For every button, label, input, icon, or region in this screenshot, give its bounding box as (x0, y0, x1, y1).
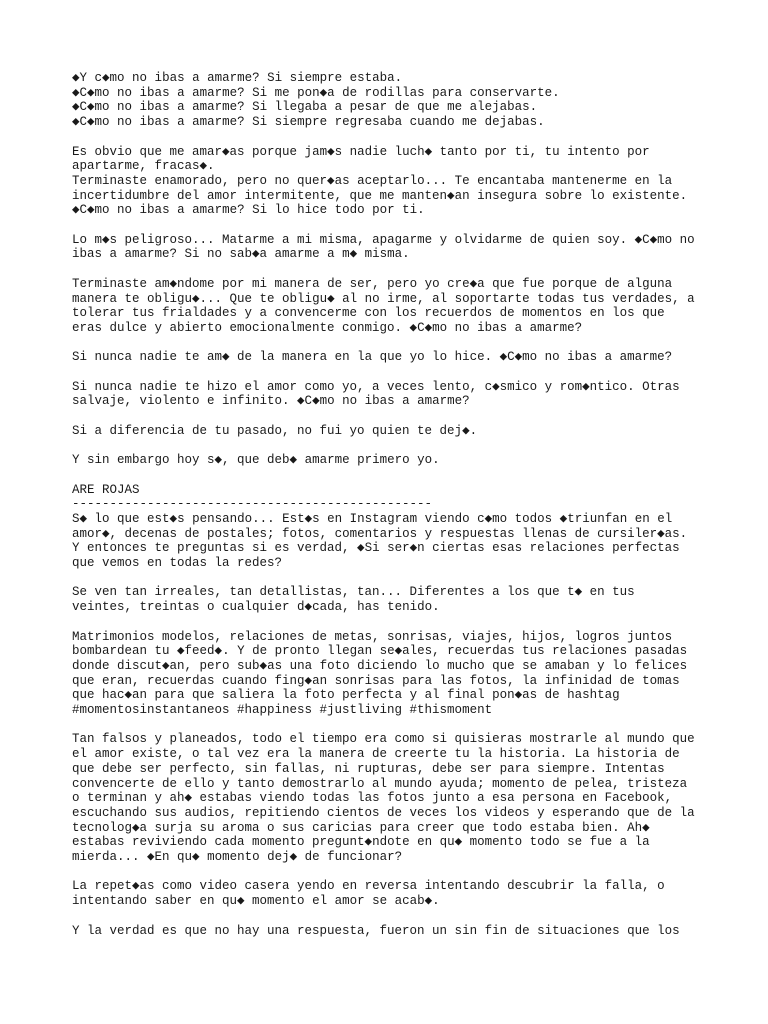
text-line: Terminaste enamorado, pero no quer◆as aceptarlo... Te encantaba mantenerme en la (72, 173, 673, 188)
text-line: que eran, recuerdas cuando fing◆an sonrisas para las fotos, la infinidad de tomas (72, 673, 680, 688)
text-line: #momentosinstantaneos #happiness #justliving #thismoment (72, 703, 493, 718)
text-line: veintes, treintas o cualquier d◆cada, has tenido. (72, 600, 440, 615)
text-line: Si nunca nadie te am◆ de la manera en la que yo lo hice. ◆C◆mo no ibas a amarme? (72, 350, 673, 365)
text-line: Y sin embargo hoy s◆, que deb◆ amarme primero yo. (72, 453, 440, 468)
text-line: Terminaste am◆ndome por mi manera de ser, pero yo cre◆a que fue porque de alguna (72, 276, 673, 291)
paragraph (72, 145, 712, 219)
text-line: Si a diferencia de tu pasado, no fui yo quien te dej◆. (72, 423, 478, 438)
paragraph (72, 424, 712, 439)
text-line: Matrimonios modelos, relaciones de metas, sonrisas, viajes, hijos, logros juntos (72, 629, 673, 644)
text-line: bombardean tu ◆feed◆. Y de pronto llegan se◆ales, recuerdas tus relaciones pasadas (72, 644, 688, 659)
text-line: S◆ lo que est◆s pensando... Est◆s en Instagram viendo c◆mo todos ◆triunfan en el (72, 511, 673, 526)
text-line: ARE ROJAS (72, 482, 140, 497)
text-line: estabas reviviendo cada momento pregunt◆ndote en qu◆ momento todo se fue a la (72, 835, 650, 850)
text-line: amor◆, decenas de postales; fotos, comentarios y respuestas llenas de cursiler◆as. (72, 526, 688, 541)
paragraph (72, 879, 712, 908)
text-line: Si nunca nadie te hizo el amor como yo, a veces lento, c◆smico y rom◆ntico. Otras (72, 379, 680, 394)
paragraph (72, 483, 712, 571)
text-line: Se ven tan irreales, tan detallistas, tan... Diferentes a los que t◆ en tus (72, 585, 635, 600)
text-line: Tan falsos y planeados, todo el tiempo era como si quisieras mostrarle al mundo que (72, 732, 695, 747)
text-line: el amor existe, o tal vez era la manera de creerte tu la historia. La historia de (72, 747, 680, 762)
text-line: salvaje, violento e infinito. ◆C◆mo no ibas a amarme? (72, 394, 470, 409)
paragraph (72, 233, 712, 262)
text-line: apartarme, fracas◆. (72, 159, 215, 174)
text-line: que debe ser perfecto, sin fallas, ni rupturas, debe ser para siempre. Intentas (72, 761, 665, 776)
text-line: que hac◆an para que saliera la foto perfecta y al final pon◆as de hashtag (72, 688, 620, 703)
paragraph (72, 924, 712, 939)
text-line: ◆C◆mo no ibas a amarme? Si llegaba a pesar de que me alejabas. (72, 100, 538, 115)
text-line: ◆C◆mo no ibas a amarme? Si lo hice todo por ti. (72, 203, 425, 218)
text-line: manera te obligu◆... Que te obligu◆ al no irme, al soportarte todas tus verdades, a (72, 291, 695, 306)
paragraph (72, 277, 712, 336)
text-line: tolerar tus frialdades y a convencerme con los recuerdos de momentos en los que (72, 306, 665, 321)
text-line: Lo m◆s peligroso... Matarme a mi misma, apagarme y olvidarme de quien soy. ◆C◆mo no (72, 232, 695, 247)
text-line: La repet◆as como video casera yendo en reversa intentando descubrir la falla, o (72, 879, 665, 894)
text-line: que vemos en todas la redes? (72, 556, 283, 571)
paragraph (72, 71, 712, 130)
paragraph (72, 350, 712, 365)
text-line: ◆C◆mo no ibas a amarme? Si me pon◆a de rodillas para conservarte. (72, 85, 560, 100)
text-line: ibas a amarme? Si no sab◆a amarme a m◆ misma. (72, 247, 410, 262)
paragraph (72, 380, 712, 409)
paragraph (72, 585, 712, 614)
text-line: eras dulce y abierto emocionalmente conmigo. ◆C◆mo no ibas a amarme? (72, 320, 583, 335)
text-line: ------------------------------------------------ (72, 497, 433, 512)
paragraph (72, 732, 712, 864)
text-line: escuchando sus audios, repitiendo cientos de veces los videos y esperando que de la (72, 805, 695, 820)
text-line: tecnolog◆a surja su aroma o sus caricias para creer que todo estaba bien. Ah◆ (72, 820, 650, 835)
text-line: incertidumbre del amor intermitente, que me manten◆an insegura sobre lo existente. (72, 188, 688, 203)
text-line: ◆C◆mo no ibas a amarme? Si siempre regresaba cuando me dejabas. (72, 115, 545, 130)
text-line: Y entonces te preguntas si es verdad, ◆Si ser◆n ciertas esas relaciones perfectas (72, 541, 680, 556)
text-line: convencerte de ello y tanto demostrarlo al mundo ayuda; momento de pelea, tristeza (72, 776, 688, 791)
text-line: Es obvio que me amar◆as porque jam◆s nadie luch◆ tanto por ti, tu intento por (72, 144, 650, 159)
paragraph (72, 453, 712, 468)
text-line: Y la verdad es que no hay una respuesta, fueron un sin fin de situaciones que los (72, 923, 680, 938)
text-line: o terminan y ah◆ estabas viendo todas las fotos junto a esa persona en Facebook, (72, 791, 673, 806)
text-line: donde discut◆an, pero sub◆as una foto diciendo lo mucho que se amaban y lo felices (72, 658, 688, 673)
text-line: ◆Y c◆mo no ibas a amarme? Si siempre estaba. (72, 71, 403, 85)
text-line: intentando saber en qu◆ momento el amor se acab◆. (72, 894, 440, 909)
text-line: mierda... ◆En qu◆ momento dej◆ de funcionar? (72, 850, 403, 865)
paragraph (72, 630, 712, 718)
